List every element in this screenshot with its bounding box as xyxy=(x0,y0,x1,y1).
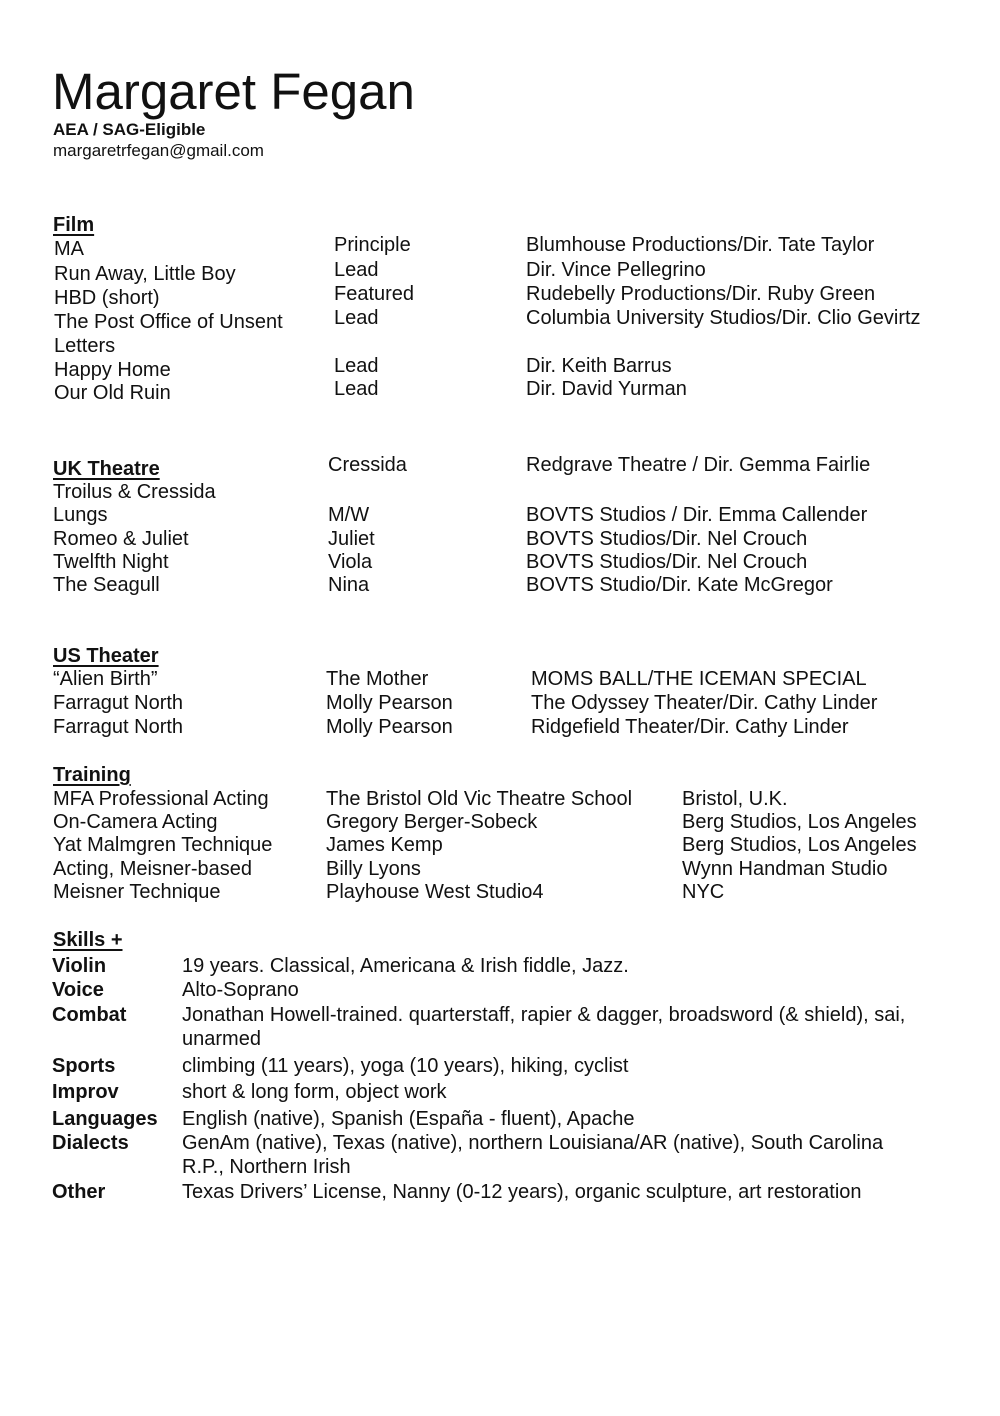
entry-company: Dir. Keith Barrus xyxy=(526,355,672,377)
entry-company: BOVTS Studios/Dir. Nel Crouch xyxy=(526,551,808,573)
entry-role: Featured xyxy=(334,283,415,305)
union-status: AEA / SAG-Eligible xyxy=(53,120,206,139)
entry-role: James Kemp xyxy=(326,834,443,856)
entry-title: Acting, Meisner-based xyxy=(53,858,252,880)
entry-role: Billy Lyons xyxy=(326,858,421,880)
entry-company: Rudebelly Productions/Dir. Ruby Green xyxy=(526,283,876,305)
entry-title: MA xyxy=(54,238,84,260)
entry-company: NYC xyxy=(682,881,725,903)
skill-detail: Texas Drivers’ License, Nanny (0-12 years), organic sculpture, art restoration xyxy=(182,1181,862,1203)
skill-detail: R.P., Northern Irish xyxy=(182,1156,351,1178)
entry-title: Run Away, Little Boy xyxy=(54,263,236,285)
entry-title: Troilus & Cressida xyxy=(53,481,216,503)
skill-detail: English (native), Spanish (España - fluent), Apache xyxy=(182,1108,635,1130)
skill-label: Combat xyxy=(52,1004,127,1026)
entry-role: The Bristol Old Vic Theatre School xyxy=(326,788,633,810)
entry-company: Bristol, U.K. xyxy=(682,788,788,810)
skill-label: Sports xyxy=(52,1055,116,1077)
entry-company: BOVTS Studios / Dir. Emma Callender xyxy=(526,504,868,526)
skill-detail: unarmed xyxy=(182,1028,261,1050)
entry-title: MFA Professional Acting xyxy=(53,788,269,810)
email: margaretrfegan@gmail.com xyxy=(53,141,264,160)
skill-label: Violin xyxy=(52,955,107,977)
entry-role: Lead xyxy=(334,307,379,329)
skill-detail: climbing (11 years), yoga (10 years), hiking, cyclist xyxy=(182,1055,629,1077)
entry-company: BOVTS Studios/Dir. Nel Crouch xyxy=(526,528,808,550)
entry-title: Lungs xyxy=(53,504,108,526)
entry-company: Wynn Handman Studio xyxy=(682,858,888,880)
uk-theatre-heading: UK Theatre xyxy=(53,458,160,480)
skill-detail: GenAm (native), Texas (native), northern Louisiana/AR (native), South Carolina xyxy=(182,1132,884,1154)
entry-company: Ridgefield Theater/Dir. Cathy Linder xyxy=(531,716,849,738)
skills-heading: Skills + xyxy=(53,929,123,951)
film-heading: Film xyxy=(53,214,95,236)
entry-role: Playhouse West Studio4 xyxy=(326,881,544,903)
skill-label: Other xyxy=(52,1181,106,1203)
entry-title: Romeo & Juliet xyxy=(53,528,189,550)
entry-title: The Seagull xyxy=(53,574,160,596)
entry-company: BOVTS Studio/Dir. Kate McGregor xyxy=(526,574,833,596)
entry-role: Lead xyxy=(334,355,379,377)
entry-role: The Mother xyxy=(326,668,429,690)
entry-title: On-Camera Acting xyxy=(53,811,218,833)
entry-role: Lead xyxy=(334,378,379,400)
entry-title: Our Old Ruin xyxy=(54,382,171,404)
entry-title: The Post Office of Unsent xyxy=(54,311,283,333)
entry-company: Redgrave Theatre / Dir. Gemma Fairlie xyxy=(526,454,871,476)
entry-role: Viola xyxy=(328,551,373,573)
entry-title: HBD (short) xyxy=(54,287,160,309)
entry-role: M/W xyxy=(328,504,370,526)
entry-company: Columbia University Studios/Dir. Clio Gevirtz xyxy=(526,307,921,329)
entry-role: Cressida xyxy=(328,454,407,476)
entry-title: Meisner Technique xyxy=(53,881,221,903)
entry-title: Letters xyxy=(54,335,116,357)
entry-title: “Alien Birth” xyxy=(53,668,158,690)
skill-label: Dialects xyxy=(52,1132,129,1154)
resume-name: Margaret Fegan xyxy=(52,63,415,120)
entry-role: Molly Pearson xyxy=(326,692,453,714)
entry-company: The Odyssey Theater/Dir. Cathy Linder xyxy=(531,692,878,714)
entry-title: Farragut North xyxy=(53,692,184,714)
entry-role: Juliet xyxy=(328,528,375,550)
training-heading: Training xyxy=(53,764,131,786)
entry-company: Dir. Vince Pellegrino xyxy=(526,259,706,281)
entry-company: Berg Studios, Los Angeles xyxy=(682,834,917,856)
skill-detail: Jonathan Howell-trained. quarterstaff, rapier & dagger, broadsword (& shield), sai, xyxy=(182,1004,906,1026)
entry-role: Molly Pearson xyxy=(326,716,453,738)
skill-detail: short & long form, object work xyxy=(182,1081,447,1103)
entry-role: Lead xyxy=(334,259,379,281)
entry-company: Dir. David Yurman xyxy=(526,378,687,400)
entry-title: Yat Malmgren Technique xyxy=(53,834,273,856)
skill-label: Voice xyxy=(52,979,104,1001)
entry-title: Farragut North xyxy=(53,716,184,738)
entry-title: Happy Home xyxy=(54,359,171,381)
skill-detail: 19 years. Classical, Americana & Irish fiddle, Jazz. xyxy=(182,955,629,977)
skill-detail: Alto-Soprano xyxy=(182,979,299,1001)
us-theater-heading: US Theater xyxy=(53,645,159,667)
entry-role: Nina xyxy=(328,574,370,596)
entry-company: Blumhouse Productions/Dir. Tate Taylor xyxy=(526,234,875,256)
entry-role: Gregory Berger-Sobeck xyxy=(326,811,538,833)
entry-company: MOMS BALL/THE ICEMAN SPECIAL xyxy=(531,668,867,690)
skill-label: Languages xyxy=(52,1108,158,1130)
entry-company: Berg Studios, Los Angeles xyxy=(682,811,917,833)
skill-label: Improv xyxy=(52,1081,119,1103)
entry-title: Twelfth Night xyxy=(53,551,169,573)
entry-role: Principle xyxy=(334,234,411,256)
